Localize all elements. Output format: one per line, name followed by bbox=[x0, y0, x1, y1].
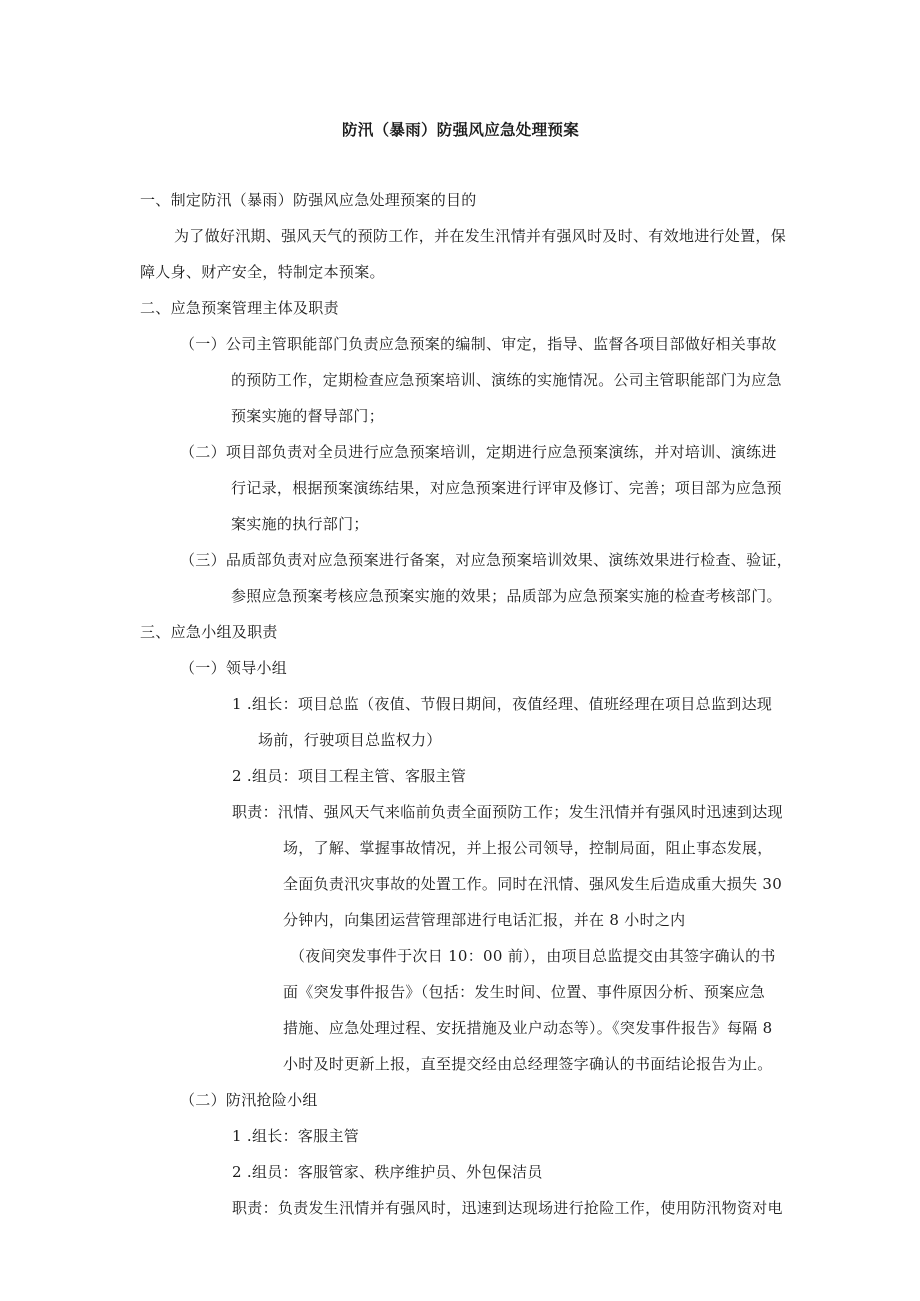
paragraph-line: 障人身、财产安全，特制定本预案。 bbox=[140, 263, 385, 281]
document-title: 防汛（暴雨）防强风应急处理预案 bbox=[342, 121, 580, 139]
section-heading: 二、应急预案管理主体及职责 bbox=[140, 299, 339, 317]
section-heading: 三、应急小组及职责 bbox=[140, 623, 278, 641]
duty-line: 职责：负责发生汛情并有强风时，迅速到达现场进行抢险工作，使用防汛物资对电 bbox=[232, 1199, 783, 1217]
list-item-line: （三）品质部负责对应急预案进行备案，对应急预案培训效果、演练效果进行检查、验证， bbox=[180, 551, 793, 569]
list-item-line: 场前，行驶项目总监权力） bbox=[258, 731, 442, 749]
paragraph-line: 为了做好汛期、强风天气的预防工作，并在发生汛情并有强风时及时、有效地进行处置，保 bbox=[174, 227, 787, 245]
list-item-line: 案实施的执行部门； bbox=[231, 515, 369, 533]
list-item-line: 1 .组长：客服主管 bbox=[232, 1127, 360, 1145]
duty-line: 面《突发事件报告》（包括：发生时间、位置、事件原因分析、预案应急 bbox=[283, 983, 766, 1001]
list-item-line: 2 .组员：项目工程主管、客服主管 bbox=[232, 767, 467, 785]
duty-line: 措施、应急处理过程、安抚措施及业户动态等）。《突发事件报告》每隔 8 bbox=[283, 1019, 773, 1037]
subsection-heading: （一）领导小组 bbox=[180, 659, 288, 677]
duty-line: 分钟内，向集团运营管理部进行电话汇报，并在 8 小时之内 bbox=[283, 911, 686, 929]
list-item-line: 行记录，根据预案演练结果，对应急预案进行评审及修订、完善；项目部为应急预 bbox=[231, 479, 782, 497]
duty-line: 小时及时更新上报，直至提交经由总经理签字确认的书面结论报告为止。 bbox=[283, 1055, 773, 1073]
duty-line: 全面负责汛灾事故的处置工作。同时在汛情、强风发生后造成重大损失 30 bbox=[283, 875, 783, 893]
list-item-line: 2 .组员：客服管家、秩序维护员、外包保洁员 bbox=[232, 1163, 543, 1181]
duty-line: 职责：汛情、强风天气来临前负责全面预防工作；发生汛情并有强风时迅速到达现 bbox=[232, 803, 783, 821]
duty-line: （夜间突发事件于次日 10：00 前），由项目总监提交由其签字确认的书 bbox=[290, 947, 776, 965]
list-item-line: 预案实施的督导部门； bbox=[231, 407, 385, 425]
list-item-line: 的预防工作，定期检查应急预案培训、演练的实施情况。公司主管职能部门为应急 bbox=[231, 371, 782, 389]
section-heading: 一、制定防汛（暴雨）防强风应急处理预案的目的 bbox=[140, 191, 477, 209]
list-item-line: （一）公司主管职能部门负责应急预案的编制、审定，指导、监督各项目部做好相关事故 bbox=[180, 335, 777, 353]
list-item-line: 参照应急预案考核应急预案实施的效果；品质部为应急预案实施的检查考核部门。 bbox=[231, 587, 782, 605]
list-item-line: 1 .组长：项目总监（夜值、节假日期间，夜值经理、值班经理在项目总监到达现 bbox=[232, 695, 773, 713]
duty-line: 场，了解、掌握事故情况，并上报公司领导，控制局面，阻止事态发展， bbox=[283, 839, 773, 857]
list-item-line: （二）项目部负责对全员进行应急预案培训，定期进行应急预案演练，并对培训、演练进 bbox=[180, 443, 777, 461]
subsection-heading: （二）防汛抢险小组 bbox=[180, 1091, 318, 1109]
